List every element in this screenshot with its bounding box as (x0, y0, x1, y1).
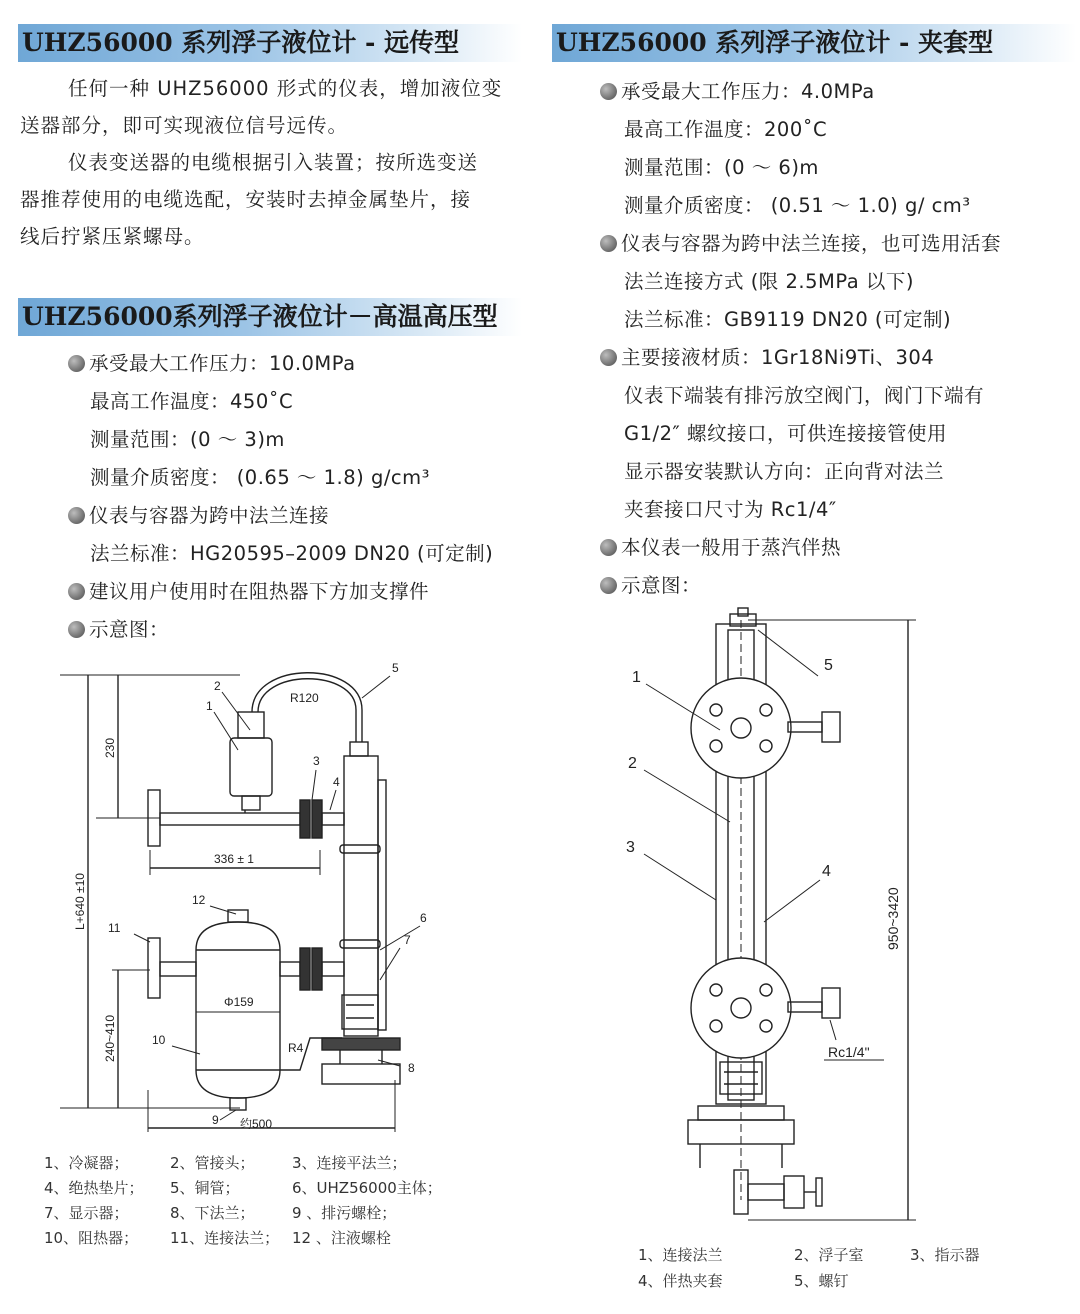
part-label-2: 2 (214, 679, 221, 693)
remote-type-description (20, 70, 540, 255)
dim-500: 约500 (240, 1117, 273, 1131)
hightemp-spec-connection: 仪表与容器为跨中法兰连接 (68, 500, 329, 528)
jacket-part-label-2: 2 (628, 755, 637, 772)
hightemp-spec-range: 测量范围：(0 ～ 3)m (90, 428, 285, 451)
jacket-part-label-3: 3 (626, 839, 635, 856)
hightemp-spec-support: 建议用户使用时在阻热器下方加支撑件 (68, 576, 429, 604)
hightemp-diagram-caption: 示意图： (68, 614, 169, 642)
bullet-icon (600, 577, 617, 594)
dim-l640: L+640 ±10 (73, 873, 87, 930)
remote-para1-line2: 送器部分，即可实现液位信号远传。 (20, 114, 349, 137)
jacket-spec-material: 主要接液材质：1Gr18Ni9Ti、304 (600, 342, 934, 370)
bullet-icon (68, 355, 85, 372)
part-label-5: 5 (392, 661, 399, 675)
jacket-type-title: UHZ56000 系列浮子液位计 - 夹套型 (552, 24, 1076, 62)
bullet-icon (68, 507, 85, 524)
remote-para1-line1: 任何一种 UHZ56000 形式的仪表，增加液位变 (68, 77, 503, 100)
jacket-spec-connection-limit: 法兰连接方式 (限 2.5MPa 以下) (624, 270, 914, 293)
jacket-diagram-caption: 示意图： (600, 570, 701, 598)
jacket-spec-pressure: 承受最大工作压力：4.0MPa (600, 76, 875, 104)
remote-para2-line3: 线后拧紧压紧螺母。 (20, 225, 205, 248)
jacket-spec-thread: G1/2″ 螺纹接口，可供连接接管使用 (624, 422, 947, 445)
jacket-spec-display-direction: 显示器安装默认方向：正向背对法兰 (624, 460, 945, 483)
bullet-icon (68, 583, 85, 600)
part-label-6: 6 (420, 911, 427, 925)
jacket-part-label-1: 1 (632, 669, 641, 686)
hightemp-spec-flange: 法兰标准：HG20595–2009 DN20 (可定制) (90, 542, 494, 565)
part-label-9: 9 (212, 1113, 219, 1127)
dim-240-410: 240~410 (103, 1014, 117, 1062)
bullet-icon (600, 539, 617, 556)
jacket-diagram (548, 600, 1080, 1240)
remote-type-title: UHZ56000 系列浮子液位计 - 远传型 (18, 24, 522, 62)
dim-r4: R4 (288, 1041, 304, 1055)
hightemp-legend-row: 4、绝热垫片； 5、铜管； 6、UHZ56000主体； (44, 1179, 442, 1197)
hightemp-spec-temperature: 最高工作温度：450˚C (90, 390, 294, 413)
jacket-dim-rc: Rc1/4" (828, 1044, 870, 1060)
jacket-legend-row: 1、连接法兰 2、浮子室 3、指示器 (638, 1246, 980, 1264)
bullet-icon (600, 83, 617, 100)
hightemp-legend-row: 7、显示器； 8、下法兰； 9 、排污螺栓； (44, 1204, 397, 1222)
dim-phi159: Φ159 (224, 995, 254, 1009)
jacket-spec-temperature: 最高工作温度：200˚C (624, 118, 828, 141)
remote-para2-line1: 仪表变送器的电缆根据引入装置；按所选变送 (68, 151, 479, 174)
hightemp-type-title: UHZ56000系列浮子液位计－高温高压型 (18, 298, 522, 336)
hightemp-spec-density: 测量介质密度： (0.65 ～ 1.8) g/cm³ (90, 466, 430, 489)
jacket-dim-range: 950~3420 (885, 887, 901, 950)
part-label-11: 11 (108, 921, 121, 935)
bullet-icon (600, 235, 617, 252)
jacket-spec-jacket-size: 夹套接口尺寸为 Rc1/4″ (624, 498, 837, 521)
jacket-spec-valve: 仪表下端装有排污放空阀门，阀门下端有 (624, 384, 985, 407)
part-label-3: 3 (313, 754, 320, 768)
remote-para2-line2: 器推荐使用的电缆选配，安装时去掉金属垫片，接 (20, 188, 472, 211)
part-label-7: 7 (404, 933, 411, 947)
hightemp-legend-row: 10、阻热器； 11、连接法兰； 12 、注液螺栓 (44, 1229, 391, 1247)
hightemp-diagram (0, 650, 540, 1150)
hightemp-spec-pressure: 承受最大工作压力：10.0MPa (68, 348, 356, 376)
jacket-part-label-4: 4 (822, 863, 831, 880)
part-label-4: 4 (333, 775, 340, 789)
jacket-legend-row: 4、伴热夹套 5、螺钉 (638, 1272, 849, 1290)
jacket-spec-usage: 本仪表一般用于蒸汽伴热 (600, 532, 841, 560)
dim-336: 336 ± 1 (214, 852, 254, 866)
jacket-spec-range: 测量范围：(0 ～ 6)m (624, 156, 819, 179)
dim-r120: R120 (290, 691, 319, 705)
part-label-10: 10 (152, 1033, 166, 1047)
part-label-12: 12 (192, 893, 206, 907)
bullet-icon (68, 621, 85, 638)
jacket-part-label-5: 5 (824, 657, 833, 674)
jacket-spec-density: 测量介质密度： (0.51 ～ 1.0) g/ cm³ (624, 194, 971, 217)
hightemp-legend-row: 1、冷凝器； 2、管接头； 3、连接平法兰； (44, 1154, 407, 1172)
bullet-icon (600, 349, 617, 366)
jacket-spec-flange: 法兰标准：GB9119 DN20 (可定制) (624, 308, 952, 331)
dim-230: 230 (103, 737, 117, 758)
part-label-1: 1 (206, 699, 213, 713)
part-label-8: 8 (408, 1061, 415, 1075)
jacket-spec-connection: 仪表与容器为跨中法兰连接，也可选用活套 (600, 228, 1001, 256)
